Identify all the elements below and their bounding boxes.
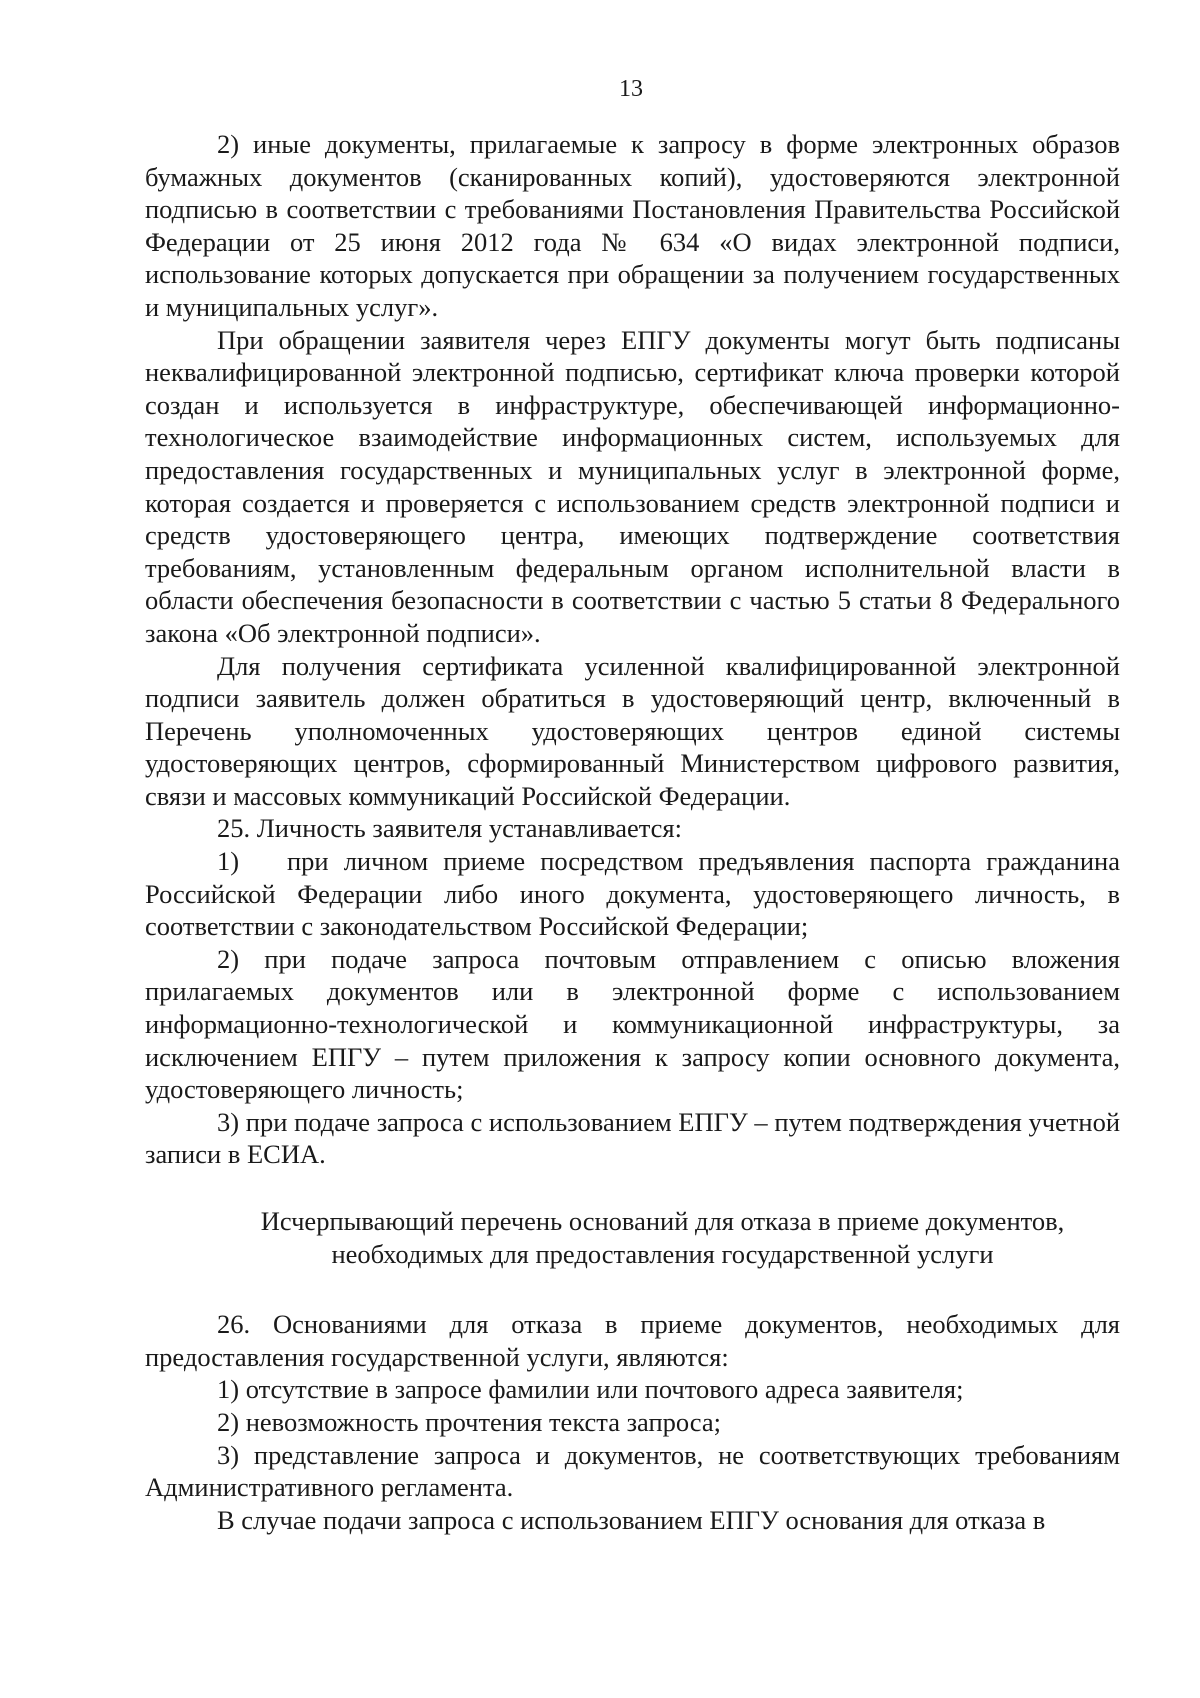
document-body	[145, 128, 1120, 1536]
paragraph-item-25-3: 3) при подаче запроса с использованием ЕПГУ – путем подтверждения учетной записи в ЕСИА.	[145, 1106, 1120, 1170]
section-title	[145, 1205, 1120, 1270]
paragraph-epgu-refusal: В случае подачи запроса с использованием ЕПГУ основания для отказа в	[217, 1504, 1046, 1535]
paragraph-certificate: Для получения сертификата усиленной квалифицированной электронной подписи заявитель должен обратиться в удостоверяющий центр, включенный в Перечень уполномоченных удостоверяющих центров единой системы удостоверяющих центров, сформированный Министерством цифрового развития, связи и массовых коммуникаций Российской Федерации.	[145, 650, 1120, 811]
paragraph-epgu-signature: При обращении заявителя через ЕПГУ документы могут быть подписаны неквалифицированной электронной подписью, сертификат ключа проверки которой создан и используется в инфраструктуре, обеспечивающей информационно-технологическое взаимодействие информационных систем, используемых для предоставления государственных и муниципальных услуг в электронной форме, которая создается и проверяется с использованием средств электронной подписи и средств удостоверяющего центра, имеющих подтверждение соответствия требованиям, установленным федеральным органом исполнительной власти в области обеспечения безопасности в соответствии с частью 5 статьи 8 Федерального закона «Об электронной подписи».	[145, 324, 1120, 648]
paragraph-item-26-3: 3) представление запроса и документов, не соответствующих требованиям Административного регламента.	[145, 1439, 1120, 1503]
paragraph-item-25-1	[145, 845, 1120, 943]
paragraph-item-25-heading: 25. Личность заявителя устанавливается:	[217, 813, 682, 844]
section-title-line-2: необходимых для предоставления государственной услуги	[331, 1238, 994, 1269]
item-25-1-number: 1)	[217, 846, 240, 877]
section-title-line-1: Исчерпывающий перечень оснований для отказа в приеме документов,	[260, 1206, 1065, 1236]
paragraph-item-25-2: 2) при подаче запроса почтовым отправлением с описью вложения прилагаемых документов или в электронной форме с использованием информационно-технологической и коммуникационной инфраструктуры, за исключением ЕПГУ – путем приложения к запросу копии основного документа, удостоверяющего личность;	[145, 943, 1120, 1105]
paragraph-item-26-1: 1) отсутствие в запросе фамилии или почтового адреса заявителя;	[217, 1374, 964, 1405]
paragraph-documents-signature: 2) иные документы, прилагаемые к запросу в форме электронных образов бумажных документов (сканированных копий), удостоверяются электронной подписью в соответствии с требованиями Постановления Правительства Российской Федерации от 25 июня 2012 года № 634 «О видах электронной подписи, использование которых допускается при обращении за получением государственных и муниципальных услуг».	[145, 129, 1120, 322]
paragraph-item-26-2: 2) невозможность прочтения текста запроса;	[217, 1406, 722, 1437]
page-number: 13	[619, 76, 643, 102]
item-25-1-text: при личном приеме посредством предъявления паспорта гражданина Российской Федерации либо иного документа, удостоверяющего личность, в соответствии с законодательством Российской Федерации;	[145, 846, 1120, 942]
paragraph-item-26-heading: 26. Основаниями для отказа в приеме документов, необходимых для предоставления государственной услуги, являются:	[145, 1309, 1120, 1372]
